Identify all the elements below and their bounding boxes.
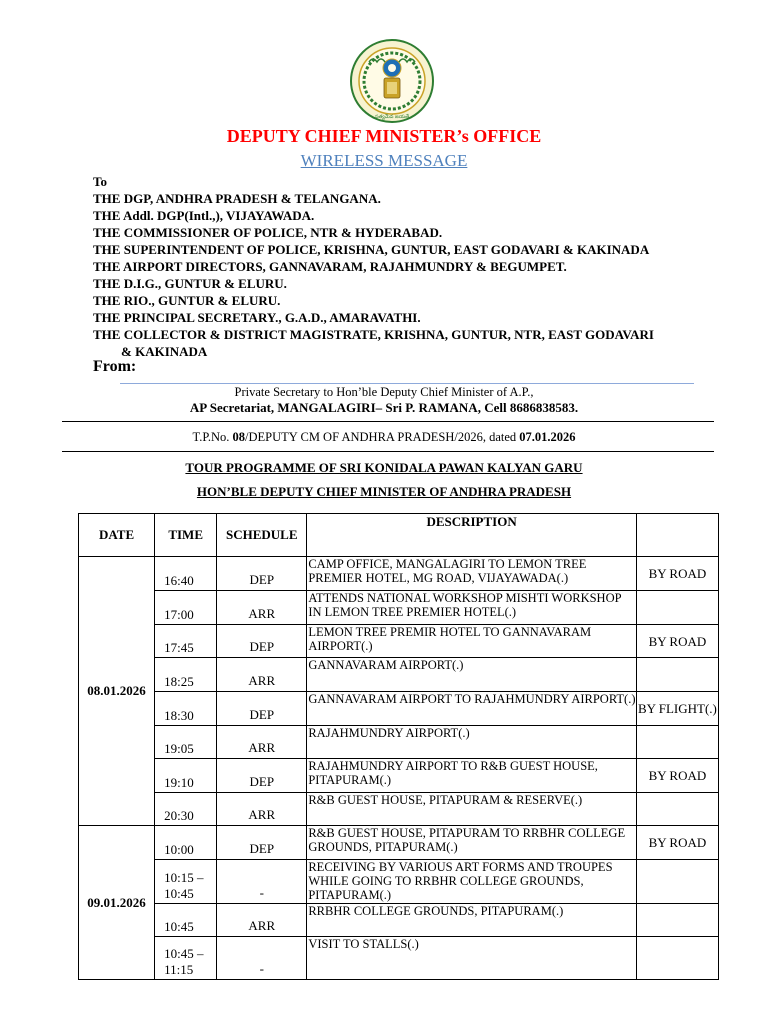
header-time: TIME <box>155 514 217 557</box>
mode-cell <box>636 937 718 980</box>
description-cell: RAJAHMUNDRY AIRPORT TO R&B GUEST HOUSE, PITAPURAM(.) <box>307 759 637 793</box>
table-row <box>79 726 719 759</box>
time-cell: 18:30 <box>155 692 217 726</box>
programme-title: TOUR PROGRAMME OF SRI KONIDALA PAWAN KALYAN GARU <box>185 460 583 475</box>
mode-cell <box>636 860 718 904</box>
table-row <box>79 826 719 860</box>
recipient-line: THE AIRPORT DIRECTORS, GANNAVARAM, RAJAHMUNDRY & BEGUMPET. <box>93 259 567 274</box>
tp-middle: /DEPUTY CM OF ANDHRA PRADESH/2026, dated <box>245 430 520 444</box>
recipient-line: THE DGP, ANDHRA PRADESH & TELANGANA. <box>93 191 381 206</box>
tp-number-line <box>0 430 768 445</box>
recipient-block <box>93 173 654 360</box>
time-cell: 20:30 <box>155 793 217 826</box>
header-schedule: SCHEDULE <box>217 514 307 557</box>
tp-date: 07.01.2026 <box>519 430 576 444</box>
description-cell: ATTENDS NATIONAL WORKSHOP MISHTI WORKSHOP IN LEMON TREE PREMIER HOTEL(.) <box>307 591 637 625</box>
time-cell: 17:45 <box>155 625 217 658</box>
sender-address: AP Secretariat, MANGALAGIRI– Sri P. RAMANA, Cell 8686838583. <box>189 400 579 415</box>
mode-cell <box>636 658 718 692</box>
recipient-line: THE PRINCIPAL SECRETARY., G.A.D., AMARAVATHI. <box>93 310 421 325</box>
table-row <box>79 759 719 793</box>
recipient-line: THE D.I.G., GUNTUR & ELURU. <box>93 276 287 291</box>
description-cell: GANNAVARAM AIRPORT(.) <box>307 658 637 692</box>
schedule-cell: DEP <box>217 692 307 726</box>
table-row <box>79 625 719 658</box>
message-type-title: WIRELESS MESSAGE <box>300 151 468 170</box>
mode-cell: BY ROAD <box>636 625 718 658</box>
mode-cell <box>636 726 718 759</box>
table-row <box>79 937 719 980</box>
description-cell: RRBHR COLLEGE GROUNDS, PITAPURAM(.) <box>307 904 637 937</box>
description-cell: CAMP OFFICE, MANGALAGIRI TO LEMON TREE PREMIER HOTEL, MG ROAD, VIJAYAWADA(.) <box>307 557 637 591</box>
description-cell: RAJAHMUNDRY AIRPORT(.) <box>307 726 637 759</box>
description-cell: R&B GUEST HOUSE, PITAPURAM & RESERVE(.) <box>307 793 637 826</box>
schedule-table <box>78 513 719 980</box>
mode-cell: BY ROAD <box>636 557 718 591</box>
divider <box>62 451 714 452</box>
time-cell: 10:00 <box>155 826 217 860</box>
mode-cell: BY ROAD <box>636 826 718 860</box>
header-mode <box>636 514 718 557</box>
time-cell: 10:15 – 10:45 <box>155 860 217 904</box>
table-row <box>79 658 719 692</box>
emblem-motto: సత్యమేవ జయతే <box>374 114 410 120</box>
mode-cell <box>636 904 718 937</box>
schedule-cell: ARR <box>217 591 307 625</box>
table-row <box>79 557 719 591</box>
table-row <box>79 692 719 726</box>
header-date: DATE <box>79 514 155 557</box>
table-row <box>79 591 719 625</box>
table-header-row <box>79 514 719 557</box>
time-cell: 17:00 <box>155 591 217 625</box>
recipient-line: THE COLLECTOR & DISTRICT MAGISTRATE, KRISHNA, GUNTUR, NTR, EAST GODAVARI <box>93 327 654 342</box>
schedule-cell: DEP <box>217 826 307 860</box>
header-description: DESCRIPTION <box>307 514 637 557</box>
description-cell: LEMON TREE PREMIR HOTEL TO GANNAVARAM AIRPORT(.) <box>307 625 637 658</box>
time-cell: 10:45 <box>155 904 217 937</box>
schedule-cell: DEP <box>217 759 307 793</box>
from-label: From: <box>93 358 137 375</box>
tp-prefix: T.P.No. <box>192 430 233 444</box>
recipient-line: & KAKINADA <box>121 344 208 359</box>
date-cell: 09.01.2026 <box>79 826 155 980</box>
time-cell: 19:10 <box>155 759 217 793</box>
tp-number: 08 <box>232 430 246 444</box>
schedule-cell: ARR <box>217 904 307 937</box>
mode-cell <box>636 793 718 826</box>
schedule-cell: ARR <box>217 658 307 692</box>
programme-subtitle: HON’BLE DEPUTY CHIEF MINISTER OF ANDHRA PRADESH <box>196 484 572 499</box>
description-cell: R&B GUEST HOUSE, PITAPURAM TO RRBHR COLLEGE GROUNDS, PITAPURAM(.) <box>307 826 637 860</box>
time-cell: 19:05 <box>155 726 217 759</box>
schedule-cell: - <box>217 860 307 904</box>
mode-cell: BY ROAD <box>636 759 718 793</box>
time-cell: 10:45 – 11:15 <box>155 937 217 980</box>
recipient-line: THE Addl. DGP(Intl.,), VIJAYAWADA. <box>93 208 315 223</box>
to-label: To <box>93 174 107 189</box>
schedule-cell: DEP <box>217 625 307 658</box>
table-row <box>79 904 719 937</box>
description-cell: GANNAVARAM AIRPORT TO RAJAHMUNDRY AIRPORT(.) <box>307 692 637 726</box>
office-title: DEPUTY CHIEF MINISTER’s OFFICE <box>226 126 542 146</box>
schedule-cell: DEP <box>217 557 307 591</box>
description-cell: VISIT TO STALLS(.) <box>307 937 637 980</box>
mode-cell <box>636 591 718 625</box>
divider <box>62 421 714 422</box>
recipient-line: THE COMMISSIONER OF POLICE, NTR & HYDERABAD. <box>93 225 443 240</box>
table-row <box>79 793 719 826</box>
mode-cell: BY FLIGHT(.) <box>636 692 718 726</box>
recipient-line: THE SUPERINTENDENT OF POLICE, KRISHNA, GUNTUR, EAST GODAVARI & KAKINADA <box>93 242 650 257</box>
description-cell: RECEIVING BY VARIOUS ART FORMS AND TROUPES WHILE GOING TO RRBHR COLLEGE GROUNDS, PITAPURAM(.) <box>307 860 637 904</box>
from-divider <box>120 383 694 384</box>
schedule-cell: ARR <box>217 726 307 759</box>
sender-designation: Private Secretary to Hon’ble Deputy Chief Minister of A.P., <box>234 385 534 399</box>
time-cell: 16:40 <box>155 557 217 591</box>
schedule-cell: - <box>217 937 307 980</box>
recipient-line: THE RIO., GUNTUR & ELURU. <box>93 293 281 308</box>
table-row <box>79 860 719 904</box>
ap-state-emblem <box>349 38 435 124</box>
date-cell: 08.01.2026 <box>79 557 155 826</box>
time-cell: 18:25 <box>155 658 217 692</box>
schedule-cell: ARR <box>217 793 307 826</box>
